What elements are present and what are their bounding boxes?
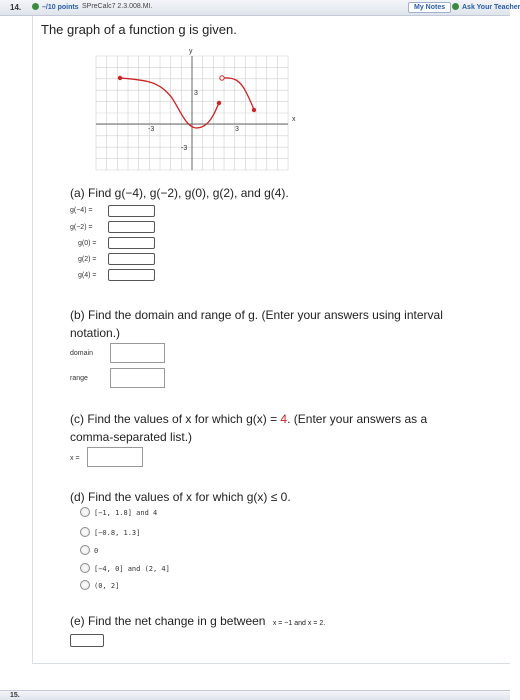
source-label: SPreCalc7 2.3.008.MI. — [82, 3, 153, 10]
my-notes-button[interactable]: My Notes — [408, 2, 451, 13]
option-radio-1[interactable] — [80, 507, 90, 517]
function-graph — [96, 45, 301, 170]
curve-right-branch — [222, 78, 254, 110]
part-c-line2: comma-separated list.) — [70, 430, 193, 444]
points-label: –/10 points — [42, 4, 79, 11]
g-neg2-input[interactable] — [108, 221, 155, 233]
domain-input[interactable] — [110, 343, 165, 363]
g-4-input[interactable] — [108, 269, 155, 281]
option-label-2: [−0.8, 1.3] — [94, 529, 141, 537]
option-label-4: [−4, 0] and (2, 4] — [94, 565, 170, 573]
part-e-condition: x = −1 and x = 2. — [272, 620, 326, 627]
x-equals-label: x = — [70, 455, 80, 462]
option-radio-5[interactable] — [80, 580, 90, 590]
part-c-highlight-value: 4 — [280, 412, 288, 426]
x-axis-label: x — [292, 116, 296, 123]
x-tick-label-negative: -3 — [148, 126, 155, 133]
x-values-input[interactable] — [87, 447, 143, 467]
closed-endpoint-right — [252, 108, 256, 112]
option-label-1: [−1, 1.8] and 4 — [94, 509, 158, 517]
next-question-header-bar — [0, 690, 510, 700]
net-change-input[interactable] — [70, 634, 104, 647]
ask-teacher-label: Ask Your Teacher — [462, 4, 520, 11]
question-number: 14. — [10, 3, 22, 12]
g-4-label: g(4) = — [78, 272, 97, 279]
closed-endpoint-left — [118, 76, 122, 80]
x-tick-label-positive: 3 — [235, 126, 239, 133]
g-2-label: g(2) = — [78, 256, 97, 263]
option-radio-4[interactable] — [80, 563, 90, 573]
option-radio-3[interactable] — [80, 545, 90, 555]
part-b-line2: notation.) — [70, 326, 121, 340]
curve-left-branch — [120, 78, 219, 128]
g-2-input[interactable] — [108, 253, 155, 265]
points-status-icon — [32, 3, 39, 10]
closed-endpoint-middle — [217, 101, 221, 105]
open-endpoint — [220, 76, 224, 80]
part-d-question: (d) Find the values of x for which g(x) ≤ 0. — [70, 490, 291, 504]
option-label-5: (0, 2] — [94, 582, 120, 590]
range-input[interactable] — [110, 368, 165, 388]
question-prompt: The graph of a function g is given. — [41, 22, 237, 37]
part-e-question — [70, 612, 505, 633]
option-radio-2[interactable] — [80, 527, 90, 537]
part-c-question — [70, 410, 505, 446]
ask-teacher-button[interactable] — [452, 3, 520, 11]
g-0-input[interactable] — [108, 237, 155, 249]
range-label: range — [70, 375, 88, 382]
option-label-3: 0 — [94, 547, 99, 555]
y-axis-label: y — [189, 48, 193, 55]
y-tick-label-positive: 3 — [194, 90, 198, 97]
g-neg4-input[interactable] — [108, 205, 155, 217]
part-c-line1-post: . (Enter your answers as a — [287, 412, 428, 426]
y-tick-label-negative: -3 — [181, 145, 188, 152]
domain-label: domain — [70, 350, 93, 357]
g-neg4-label: g(−4) = — [70, 207, 93, 214]
ask-teacher-icon — [452, 3, 459, 10]
points-indicator[interactable] — [32, 3, 79, 11]
part-b-line1: (b) Find the domain and range of g. (Enter your answers using interval — [70, 308, 443, 322]
g-0-label: g(0) = — [78, 240, 97, 247]
g-neg2-label: g(−2) = — [70, 224, 93, 231]
part-e-text: (e) Find the net change in g between — [70, 614, 266, 628]
part-b-question — [70, 306, 505, 342]
part-c-line1-pre: (c) Find the values of x for which g(x) = — [70, 412, 281, 426]
part-a-question: (a) Find g(−4), g(−2), g(0), g(2), and g(4). — [70, 186, 289, 200]
next-question-number: 15. — [10, 692, 20, 699]
